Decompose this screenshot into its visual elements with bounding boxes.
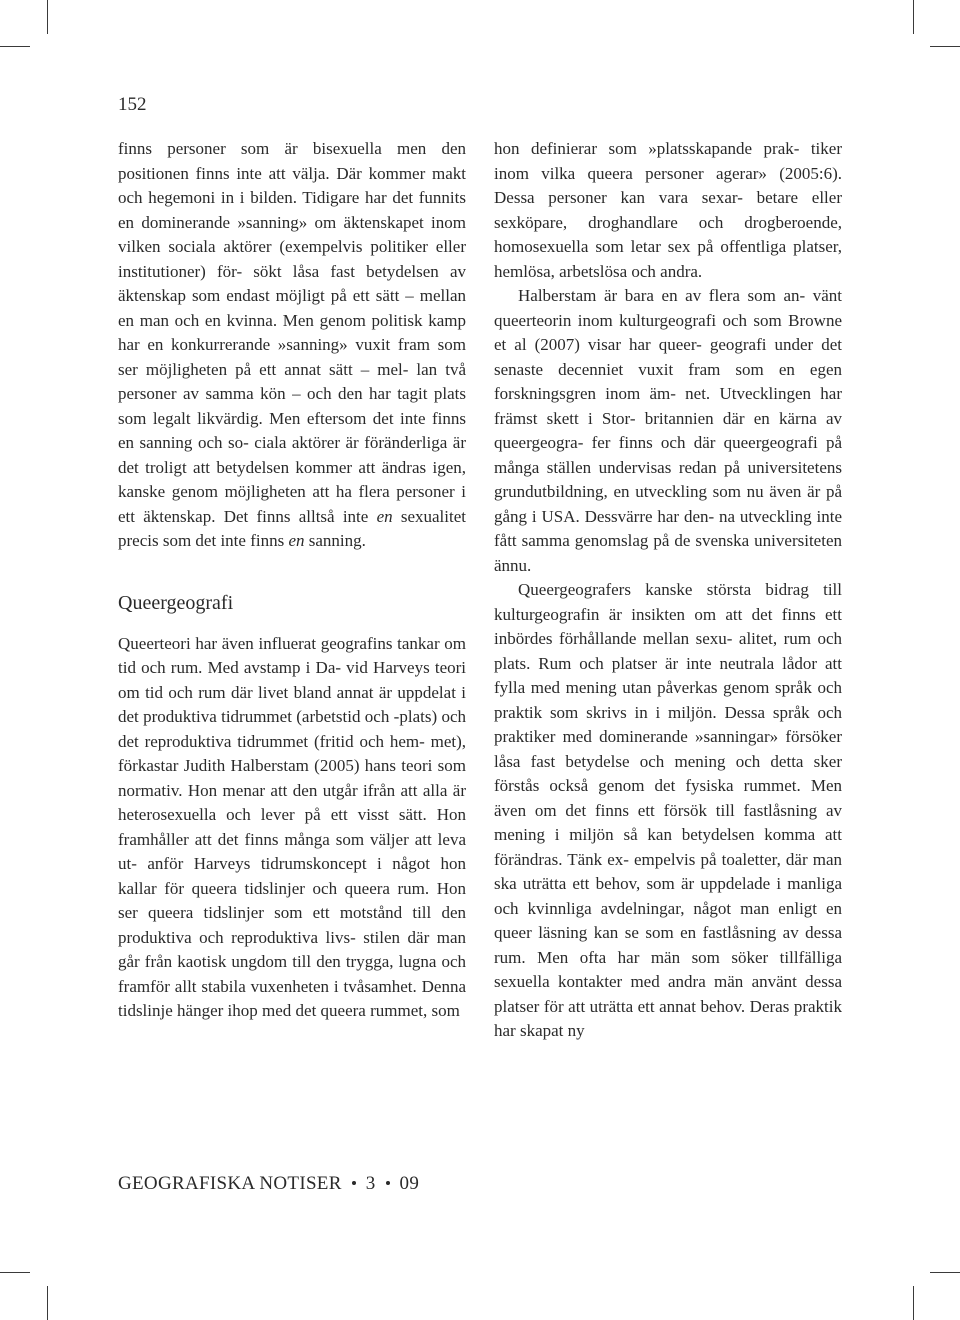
page-number: 152 bbox=[118, 94, 147, 115]
journal-issue: 3 bbox=[365, 1173, 376, 1194]
section-heading: Queergeografi bbox=[118, 591, 234, 614]
crop-mark-top-right bbox=[913, 0, 914, 34]
left-paragraph-1-mid: sexualitet precis som det inte finns bbox=[118, 506, 466, 550]
left-paragraph-1-em: en bbox=[376, 506, 393, 526]
left-paragraph-1 bbox=[118, 137, 466, 554]
right-paragraph-1: hon definierar som »platsskapande prak- tiker inom vilka queera personer agerar» (2005:6). Dessa personer kan vara sexar- betare eller sexköpare, droghandlare och drogberoende, homosexuella som letar sex på offentliga platser, hemlösa, arbetslösa och andra. bbox=[494, 139, 842, 281]
crop-mark-bottom-right-h bbox=[930, 1272, 960, 1273]
left-paragraph-2: Queerteori har även influerat geografins tankar om tid och rum. Med avstamp i Da- vid Harveys teori om tid och rum där livet bland annat är uppdelat i det produktiva tidrummet (arbetstid och -plats) och det reproduktiva tidrummet (fritid och hem- met), förkastar Judith Halberstam (2005) hans teori som normativ. Hon menar att den utgår ifrån att alla är heterosexuella och lever på ett visst sätt. Hon framhåller att det finns många som väljer att leva ut- anför Harveys tidrumskoncept i något hon kallar för queera tidslinjer och queera rum. Hon ser queera tidslinjer som ett motstånd till den produktiva och reproduktiva livs- stilen där man går från kaotisk ungdom till den trygga, lugna och framför allt stabila vuxenheten i tvåsamhet. Denna tidslinje hänger ihop med det queera rummet, som bbox=[118, 633, 466, 1020]
separator-dot bbox=[352, 1181, 356, 1185]
crop-mark-bottom-left-h bbox=[0, 1272, 30, 1273]
crop-mark-top-left-h bbox=[0, 46, 30, 47]
right-paragraph-3: Queergeografers kanske största bidrag till kulturgeografin är insikten om att det finns ett inbördes förhållande mellan sexu- alitet, rum och plats. Rum och platser är inte neutrala lådor att fylla med mening utan påverkas genom språk och praktik som skrivs in i miljön. Dessa språk och praktiker med dominerande »sanningar» försöker låsa fast betydelse och mening och detta sker förstås också genom det fysiska rummet. Men även om det finns ett försök till fastlåsning av mening i miljön så kan betydelsen komma att förändras. Tänk ex- empelvis på toaletter, där man ska uträtta ett behov, som är uppdelade i manliga och kvinnliga avdelningar, något man enligt en queer läsning kan se som en fastlåsning av dessa rum. Men ofta har män som söker tillfälliga sexuella kontakter med andra män använt dessa platser för att uträtta ett annat behov. Deras praktik har skapat ny bbox=[494, 580, 842, 1040]
separator-dot bbox=[386, 1181, 390, 1185]
journal-name: GEOGRAFISKA NOTISER bbox=[118, 1173, 342, 1194]
crop-mark-top-right-h bbox=[930, 46, 960, 47]
left-paragraph-1-text: finns personer som är bisexuella men den positionen finns inte att välja. Där kommer makt och hegemoni in i bilden. Tidigare har det funnits en dominerande »sanning» om äktenskapet inom vilken sociala aktörer (exempelvis politiker eller institutioner) för- sökt låsa fast betydelsen av äktenskap som endast möjligt på ett sätt – mellan en man och en kvinna. Men genom politisk kamp har en konkurrerande »sanning» vuxit fram som ser möjligheten på ett annat sätt – mel- lan två personer av samma kön – och den har tagit plats som legalt likvärdig. Men eftersom det inte finns en sanning och so- ciala aktörer är föränderliga är det troligt att betydelsen kommer att ändras igen, kanske genom möjligheten att ha flera personer i ett äktenskap. Det finns alltså inte bbox=[118, 139, 466, 526]
crop-mark-bottom-right bbox=[913, 1286, 914, 1320]
journal-year: 09 bbox=[399, 1173, 420, 1194]
crop-mark-top-left bbox=[47, 0, 48, 34]
left-paragraph-1-end: sanning. bbox=[304, 531, 366, 550]
crop-mark-bottom-left bbox=[47, 1286, 48, 1320]
left-column bbox=[118, 137, 466, 1024]
right-paragraph-2: Halberstam är bara en av flera som an- vänt queerteorin inom kulturgeografi och som Browne et al (2007) visar har queer- geografi under det senaste decenniet vuxit fram som en egen forskningsgren inom äm- net. Utvecklingen har främst skett i Stor- britannien där en kärna av queergeogra- fer finns och där queergeografi på många ställen undervisas redan på universitetens grundutbildning, en utveckling som nu även är på gång i USA. Dessvärre har den- na utveckling inte fått samma genomslag på de svenska universiteten ännu. bbox=[494, 286, 842, 575]
left-paragraph-1-em2: en bbox=[288, 531, 305, 550]
journal-footer bbox=[118, 1172, 419, 1196]
right-column bbox=[494, 137, 842, 1044]
